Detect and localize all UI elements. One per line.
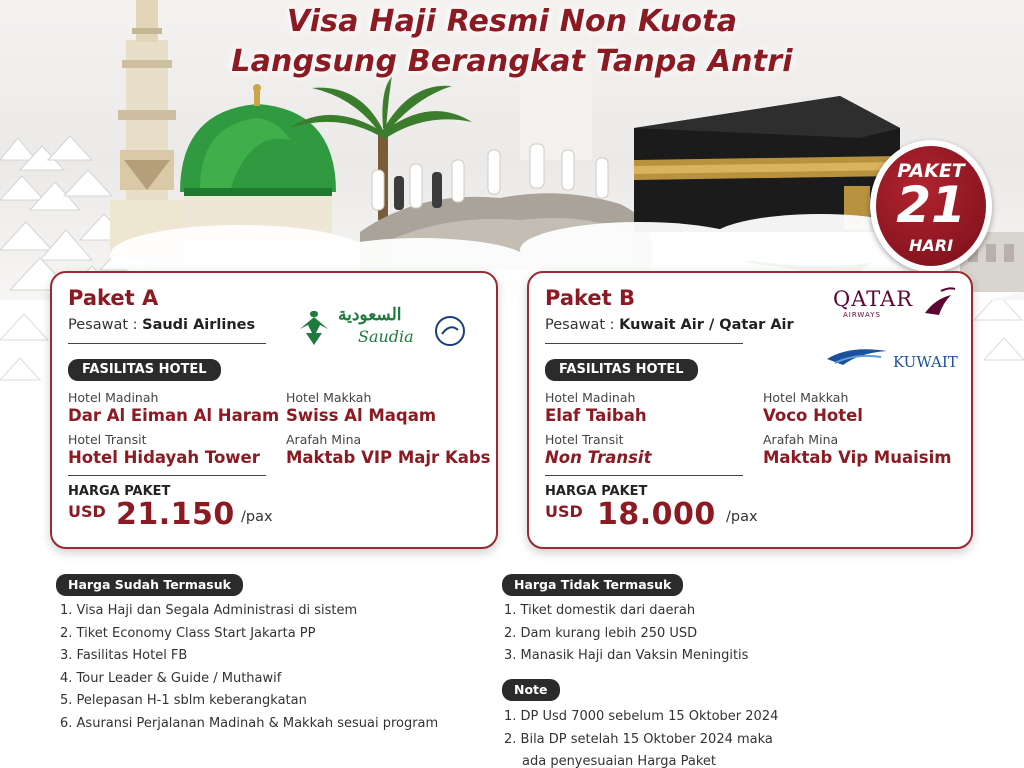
hero-banner	[0, 0, 1024, 300]
arafah-mina-label: Arafah Mina	[763, 432, 839, 447]
list-item: 1. Visa Haji dan Segala Administrasi di sistem	[60, 603, 358, 618]
list-item: 2. Dam kurang lebih 250 USD	[504, 625, 698, 641]
saudia-latin-text: Saudia	[358, 327, 414, 346]
qatar-logo-subtext: AIRWAYS	[843, 311, 881, 319]
price-currency: USD	[68, 502, 106, 521]
package-title: Paket B	[545, 286, 635, 310]
divider	[545, 343, 743, 344]
list-item: 3. Manasik Haji dan Vaksin Meningitis	[504, 648, 749, 663]
arafah-mina-label: Arafah Mina	[286, 432, 362, 447]
facilities-hotel-label: FASILITAS HOTEL	[68, 359, 221, 381]
hotel-madinah-label: Hotel Madinah	[68, 390, 159, 405]
plane-line	[68, 317, 255, 333]
headline-line-1: Visa Haji Resmi Non Kuota	[286, 4, 738, 39]
list-item: 6. Asuransi Perjalanan Madinah & Makkah sesuai program	[60, 715, 439, 731]
hotel-madinah-label: Hotel Madinah	[545, 390, 636, 405]
badge-number: 21	[896, 176, 966, 234]
package-card-a	[50, 271, 498, 549]
list-item: 1. Tiket domestik dari daerah	[504, 603, 696, 618]
badge-label-bottom: HARI	[908, 236, 954, 255]
arafah-mina-value: Maktab Vip Muaisim	[763, 448, 952, 467]
divider	[68, 343, 266, 344]
hotel-makkah-label: Hotel Makkah	[763, 390, 849, 405]
headline-line-2: Langsung Berangkat Tanpa Antri	[231, 44, 793, 79]
plane-line	[545, 317, 794, 333]
paket-duration-badge	[870, 140, 992, 272]
package-title: Paket A	[68, 286, 159, 310]
excluded-list	[504, 600, 748, 668]
facilities-hotel-label: FASILITAS HOTEL	[545, 359, 698, 381]
excluded-title: Harga Tidak Termasuk	[502, 574, 683, 596]
list-item: 5. Pelepasan H-1 sblm keberangkatan	[60, 693, 307, 708]
green-dome-illustration	[180, 84, 336, 240]
hotel-madinah-value: Dar Al Eiman Al Haram	[68, 406, 280, 425]
saudia-arabic-text: السعودية	[338, 305, 402, 325]
oryx-icon	[921, 285, 957, 321]
hotel-transit-label: Hotel Transit	[545, 432, 624, 447]
list-item: 2. Bila DP setelah 15 Oktober 2024 maka	[504, 731, 773, 747]
note-title: Note	[502, 679, 560, 701]
hotel-transit-value: Hotel Hidayah Tower	[68, 448, 260, 467]
plane-label: Pesawat :	[545, 317, 620, 333]
included-title: Harga Sudah Termasuk	[56, 574, 243, 596]
kuwait-airways-logo	[825, 337, 957, 377]
hotel-makkah-value: Swiss Al Maqam	[286, 406, 437, 425]
kuwait-bird-icon	[825, 341, 889, 371]
list-item: 1. DP Usd 7000 sebelum 15 Oktober 2024	[504, 709, 779, 724]
list-item: 4. Tour Leader & Guide / Muthawif	[60, 670, 282, 686]
list-item: 2. Tiket Economy Class Start Jakarta PP	[60, 625, 316, 641]
hotel-makkah-value: Voco Hotel	[763, 406, 863, 425]
price-per: /pax	[241, 509, 273, 525]
package-card-b	[527, 271, 973, 549]
divider	[545, 475, 743, 476]
skyteam-logo	[434, 315, 466, 347]
note-list	[504, 706, 778, 768]
price-label: HARGA PAKET	[545, 484, 648, 499]
kaaba-illustration	[634, 96, 900, 232]
kuwait-logo-text: KUWAIT	[893, 353, 958, 371]
qatar-logo-text: QATAR	[833, 287, 914, 311]
list-item: ada penyesuaian Harga Paket	[522, 754, 717, 768]
price-value: 18.000	[597, 497, 716, 532]
badge-label-top: PAKET	[897, 160, 965, 182]
plane-label: Pesawat :	[68, 317, 143, 333]
price-currency: USD	[545, 502, 583, 521]
hotel-transit-label: Hotel Transit	[68, 432, 147, 447]
price-value: 21.150	[116, 497, 235, 532]
hotel-madinah-value: Elaf Taibah	[545, 406, 647, 425]
arafah-mina-value: Maktab VIP Majr Kabs	[286, 448, 491, 467]
included-list	[60, 600, 438, 735]
plane-value: Kuwait Air / Qatar Air	[619, 317, 794, 333]
plane-value: Saudi Airlines	[142, 317, 256, 333]
minaret-illustration	[110, 0, 184, 260]
price-label: HARGA PAKET	[68, 484, 171, 499]
qatar-airways-logo	[833, 287, 961, 323]
price-per: /pax	[726, 509, 758, 525]
hotel-makkah-label: Hotel Makkah	[286, 390, 372, 405]
hotel-transit-value: Non Transit	[545, 448, 652, 467]
divider	[68, 475, 266, 476]
list-item: 3. Fasilitas Hotel FB	[60, 648, 188, 663]
skyteam-icon	[434, 315, 466, 347]
